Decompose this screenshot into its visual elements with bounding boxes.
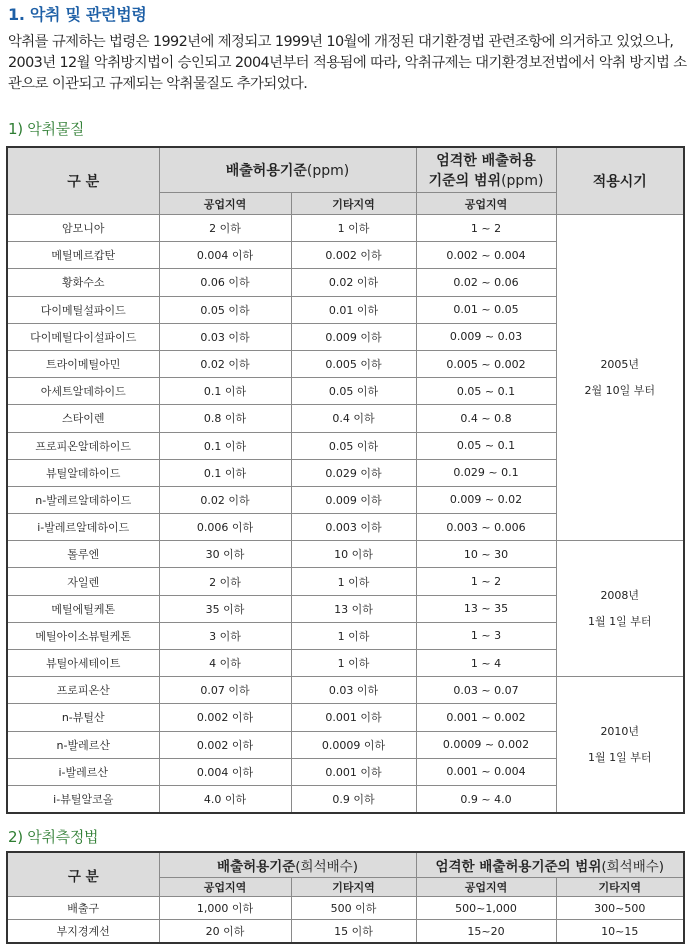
other-limit: 0.009 이하	[291, 486, 416, 513]
application-period	[556, 677, 684, 813]
strict-range: 1 ~ 2	[416, 215, 556, 242]
substance-name: 다이메틸다이설파이드	[7, 323, 159, 350]
strict-other-range: 10~15	[556, 920, 684, 944]
other-limit: 1 이하	[291, 568, 416, 595]
other-limit: 10 이하	[291, 541, 416, 568]
substance-name: n-발레르알데하이드	[7, 486, 159, 513]
strict-range: 0.05 ~ 0.1	[416, 432, 556, 459]
measure-header-strict-unit: (희석배수)	[601, 859, 665, 875]
industrial-limit: 2 이하	[159, 215, 291, 242]
industrial-limit: 20 이하	[159, 920, 291, 944]
industrial-limit: 0.1 이하	[159, 459, 291, 486]
industrial-limit: 0.06 이하	[159, 269, 291, 296]
other-limit: 1 이하	[291, 622, 416, 649]
industrial-limit: 0.07 이하	[159, 677, 291, 704]
header-emission-label: 배출허용기준	[225, 163, 307, 179]
table-row	[7, 215, 684, 242]
industrial-limit: 0.1 이하	[159, 378, 291, 405]
strict-range: 0.03 ~ 0.07	[416, 677, 556, 704]
other-limit: 0.03 이하	[291, 677, 416, 704]
measure-header-strict-other: 기타지역	[556, 878, 684, 897]
strict-industrial-range: 500~1,000	[416, 897, 556, 920]
substance-name: 아세트알데하이드	[7, 378, 159, 405]
section-title-measurement: 2) 악취측정법	[8, 828, 99, 846]
industrial-limit: 4.0 이하	[159, 785, 291, 813]
strict-range: 0.05 ~ 0.1	[416, 378, 556, 405]
other-limit: 0.4 이하	[291, 405, 416, 432]
substance-name: 다이메틸설파이드	[7, 296, 159, 323]
industrial-limit: 0.1 이하	[159, 432, 291, 459]
substance-name: i-뷰틸알코올	[7, 785, 159, 813]
header-strict-industrial: 공업지역	[416, 193, 556, 215]
header-strict-unit: (ppm)	[501, 173, 544, 189]
header-strict-line2: 기준의 범위	[428, 173, 502, 189]
substance-name: n-발레르산	[7, 731, 159, 758]
strict-range: 0.4 ~ 0.8	[416, 405, 556, 432]
measure-location: 부지경계선	[7, 920, 159, 944]
strict-range: 1 ~ 3	[416, 622, 556, 649]
header-emission-unit: (ppm)	[306, 163, 350, 179]
period-year: 2005년	[600, 357, 640, 371]
other-limit: 15 이하	[291, 920, 416, 944]
strict-industrial-range: 15~20	[416, 920, 556, 944]
substance-name: 메틸메르캅탄	[7, 242, 159, 269]
industrial-limit: 0.03 이하	[159, 323, 291, 350]
measure-header-emission-unit: (희석배수)	[295, 859, 358, 875]
industrial-limit: 0.006 이하	[159, 514, 291, 541]
strict-other-range: 300~500	[556, 897, 684, 920]
strict-range: 0.005 ~ 0.002	[416, 350, 556, 377]
other-limit: 0.029 이하	[291, 459, 416, 486]
table-row	[7, 897, 684, 920]
industrial-limit: 0.002 이하	[159, 704, 291, 731]
strict-range: 0.009 ~ 0.02	[416, 486, 556, 513]
measure-header-industrial: 공업지역	[159, 878, 291, 897]
industrial-limit: 35 이하	[159, 595, 291, 622]
strict-range: 10 ~ 30	[416, 541, 556, 568]
strict-range: 0.02 ~ 0.06	[416, 269, 556, 296]
header-emission-standard	[159, 147, 416, 193]
measure-header-other: 기타지역	[291, 878, 416, 897]
other-limit: 0.9 이하	[291, 785, 416, 813]
period-year: 2008년	[600, 588, 640, 602]
industrial-limit: 1,000 이하	[159, 897, 291, 920]
other-limit: 0.002 이하	[291, 242, 416, 269]
period-date: 1월 1일 부터	[588, 614, 652, 628]
section-title-odor-substances: 1) 악취물질	[8, 120, 85, 138]
other-limit: 0.001 이하	[291, 758, 416, 785]
substance-name: i-발레르산	[7, 758, 159, 785]
other-limit: 0.05 이하	[291, 378, 416, 405]
application-period	[556, 541, 684, 677]
odor-substance-table	[6, 146, 685, 814]
substance-name: 프로피온산	[7, 677, 159, 704]
table-row	[7, 677, 684, 704]
header-industrial: 공업지역	[159, 193, 291, 215]
period-date: 2월 10일 부터	[584, 383, 655, 397]
table-row	[7, 920, 684, 944]
substance-name: 자일렌	[7, 568, 159, 595]
strict-range: 0.029 ~ 0.1	[416, 459, 556, 486]
strict-range: 0.9 ~ 4.0	[416, 785, 556, 813]
odor-table-body	[7, 215, 684, 814]
strict-range: 13 ~ 35	[416, 595, 556, 622]
page-title: 1. 악취 및 관련법령	[8, 5, 147, 24]
measure-location: 배출구	[7, 897, 159, 920]
measure-header-emission	[159, 852, 416, 878]
industrial-limit: 0.004 이하	[159, 242, 291, 269]
strict-range: 0.001 ~ 0.002	[416, 704, 556, 731]
industrial-limit: 3 이하	[159, 622, 291, 649]
strict-range: 1 ~ 2	[416, 568, 556, 595]
header-strict-line1: 엄격한 배출허용	[436, 153, 536, 169]
industrial-limit: 4 이하	[159, 650, 291, 677]
substance-name: 암모니아	[7, 215, 159, 242]
industrial-limit: 0.8 이하	[159, 405, 291, 432]
table-row	[7, 541, 684, 568]
other-limit: 0.005 이하	[291, 350, 416, 377]
industrial-limit: 0.004 이하	[159, 758, 291, 785]
industrial-limit: 0.02 이하	[159, 486, 291, 513]
substance-name: 메틸아이소뷰틸케톤	[7, 622, 159, 649]
other-limit: 0.003 이하	[291, 514, 416, 541]
substance-name: i-발레르알데하이드	[7, 514, 159, 541]
substance-name: 트라이메틸아민	[7, 350, 159, 377]
header-strict-range	[416, 147, 556, 193]
measurement-table-body	[7, 897, 684, 944]
measure-header-strict-label: 엄격한 배출허용기준의 범위	[435, 859, 602, 875]
other-limit: 1 이하	[291, 650, 416, 677]
application-period	[556, 215, 684, 541]
strict-range: 0.003 ~ 0.006	[416, 514, 556, 541]
other-limit: 13 이하	[291, 595, 416, 622]
strict-range: 0.0009 ~ 0.002	[416, 731, 556, 758]
strict-range: 1 ~ 4	[416, 650, 556, 677]
other-limit: 0.01 이하	[291, 296, 416, 323]
industrial-limit: 0.002 이하	[159, 731, 291, 758]
other-limit: 1 이하	[291, 215, 416, 242]
substance-name: 프로피온알데하이드	[7, 432, 159, 459]
other-limit: 0.009 이하	[291, 323, 416, 350]
industrial-limit: 30 이하	[159, 541, 291, 568]
other-limit: 0.05 이하	[291, 432, 416, 459]
header-period: 적용시기	[556, 147, 684, 215]
measure-header-emission-label: 배출허용기준	[217, 859, 296, 875]
substance-name: n-뷰틸산	[7, 704, 159, 731]
substance-name: 뷰틸아세테이트	[7, 650, 159, 677]
substance-name: 메틸에틸케톤	[7, 595, 159, 622]
measure-header-strict	[416, 852, 684, 878]
measure-header-strict-industrial: 공업지역	[416, 878, 556, 897]
period-year: 2010년	[600, 724, 640, 738]
other-limit: 500 이하	[291, 897, 416, 920]
substance-name: 스타이렌	[7, 405, 159, 432]
other-limit: 0.02 이하	[291, 269, 416, 296]
measure-header-category: 구 분	[7, 852, 159, 897]
substance-name: 톨루엔	[7, 541, 159, 568]
industrial-limit: 0.05 이하	[159, 296, 291, 323]
other-limit: 0.0009 이하	[291, 731, 416, 758]
strict-range: 0.01 ~ 0.05	[416, 296, 556, 323]
strict-range: 0.001 ~ 0.004	[416, 758, 556, 785]
substance-name: 뷰틸알데하이드	[7, 459, 159, 486]
substance-name: 황화수소	[7, 269, 159, 296]
industrial-limit: 2 이하	[159, 568, 291, 595]
period-date: 1월 1일 부터	[588, 750, 652, 764]
measurement-table	[6, 851, 685, 944]
strict-range: 0.009 ~ 0.03	[416, 323, 556, 350]
intro-paragraph: 악취를 규제하는 법령은 1992년에 제정되고 1999년 10월에 개정된 대기환경법 관련조항에 의거하고 있었으나, 2003년 12월 악취방지법이 승인되고 2004년부터 적용됨에 따라, 악취규제는 대기환경보전법에서 악취 방지법 소관으로 이관되고 규제되는 악취물질도 추가되었다.	[8, 34, 687, 92]
header-category: 구 분	[7, 147, 159, 215]
strict-range: 0.002 ~ 0.004	[416, 242, 556, 269]
header-other: 기타지역	[291, 193, 416, 215]
industrial-limit: 0.02 이하	[159, 350, 291, 377]
other-limit: 0.001 이하	[291, 704, 416, 731]
